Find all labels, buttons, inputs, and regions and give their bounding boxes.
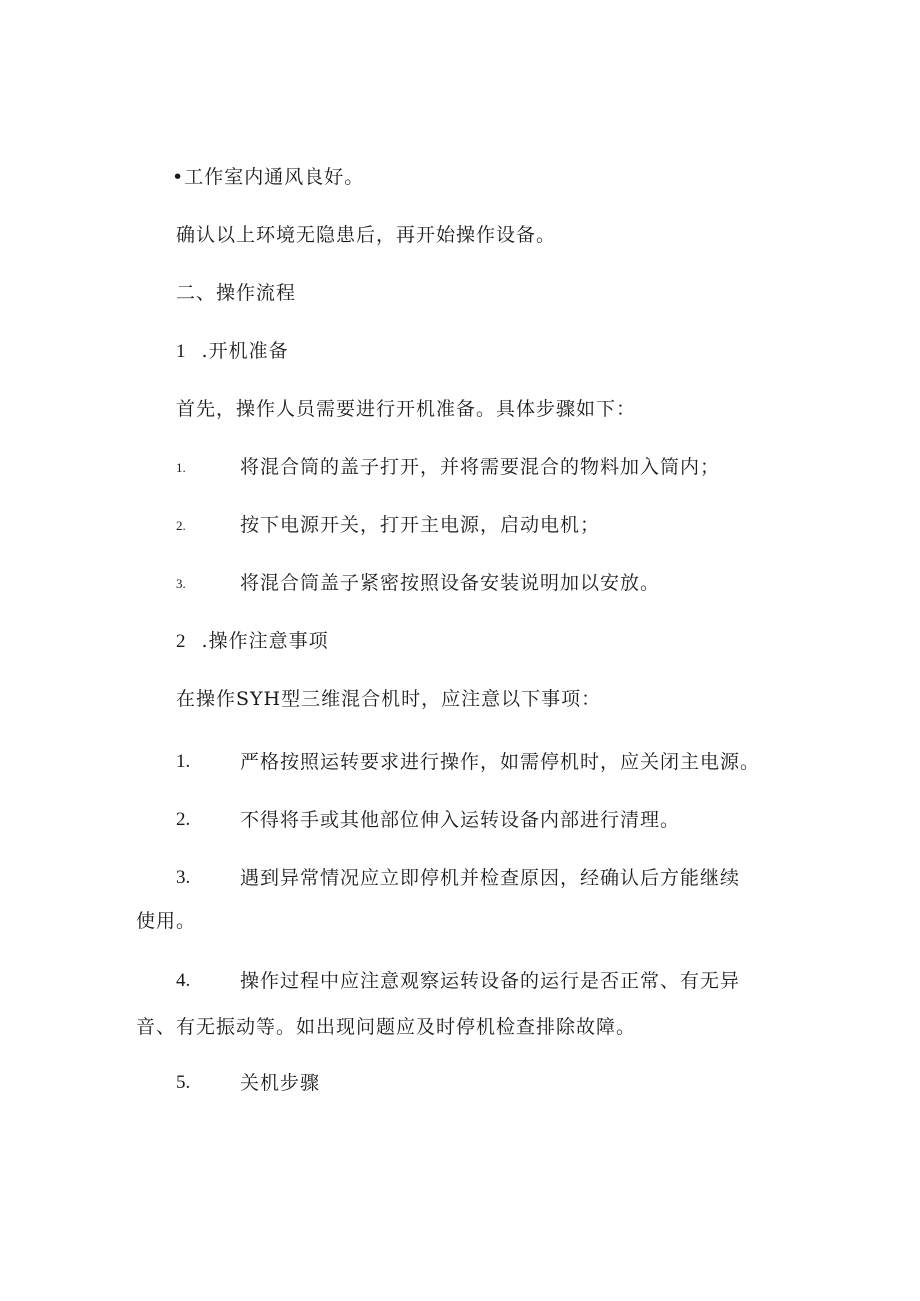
sub-1-step-text: 按下电源开关，打开主电源，启动电机； (240, 514, 601, 536)
sub-2-item-text: 严格按照运转要求进行操作，如需停机时，应关闭主电源。 (240, 751, 761, 773)
sub-1-step-number: 2. (176, 518, 186, 533)
sub-1-heading (176, 338, 289, 365)
sub-2-item-text: 操作过程中应注意观察运转设备的运行是否正常、有无异 (240, 970, 741, 992)
section-2-title: 二、操作流程 (176, 282, 297, 304)
sub-2-item-number: 4. (176, 970, 191, 991)
sub-1-step-text: 将混合筒的盖子打开，并将需要混合的物料加入筒内； (240, 456, 721, 478)
sub-2-item-number: 3. (176, 867, 191, 888)
sub-1-title: .开机准备 (201, 340, 289, 362)
sub-1-number: 1 (176, 341, 187, 362)
sub-2-heading (176, 628, 329, 655)
sub-1-intro: 首先，操作人员需要进行开机准备。具体步骤如下： (176, 398, 637, 420)
env-confirm-line: 确认以上环境无隐患后，再开始操作设备。 (176, 224, 557, 246)
sub-2-item-continuation: 使用。 (136, 910, 197, 932)
sub-2-item-continuation: 音、有无振动等。如出现问题应及时停机检查排除故障。 (136, 1016, 637, 1038)
sub-2-item-text: 关机步骤 (240, 1072, 321, 1094)
sub-2-item-number: 2. (176, 809, 191, 830)
sub-2-title: .操作注意事项 (201, 630, 329, 652)
sub-2-item-text: 不得将手或其他部位伸入运转设备内部进行清理。 (240, 809, 681, 831)
sub-2-intro: 在操作SYH型三维混合机时，应注意以下事项： (176, 688, 602, 710)
env-bullet-line: •工作室内通风良好。 (172, 166, 365, 188)
sub-1-step-number: 3. (176, 576, 186, 591)
sub-1-step-text: 将混合筒盖子紧密按照设备安装说明加以安放。 (240, 572, 661, 594)
sub-1-step-number: 1. (176, 460, 186, 475)
sub-2-item-number: 1. (176, 751, 191, 772)
sub-2-number: 2 (176, 631, 187, 652)
sub-2-item-text: 遇到异常情况应立即停机并检查原因，经确认后方能继续 (240, 867, 741, 889)
sub-2-item-number: 5. (176, 1072, 191, 1093)
